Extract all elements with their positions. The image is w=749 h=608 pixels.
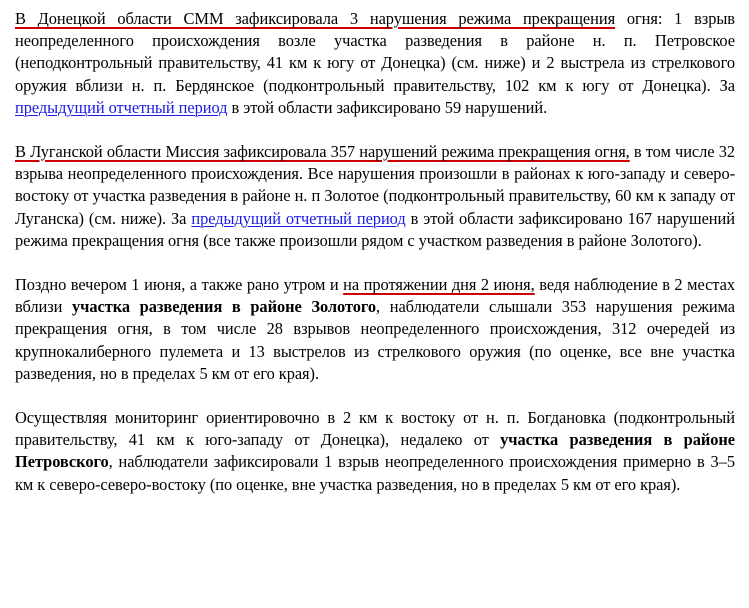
paragraph-luhansk — [15, 141, 735, 252]
luhansk-text: в том числе 32 взрыва неопределенного происхождения. Все нарушения произошли в районах к юго-западу и северо-востоку от участка разведения в районе н. п Золотое (подконтрольный правительству, 60 км к западу от Луганска) (см. ниже). За — [15, 142, 735, 228]
donetsk-text-end: в этой области зафиксировано 59 нарушений. — [227, 97, 548, 117]
paragraph-donetsk — [15, 8, 735, 119]
donetsk-text: огня: 1 взрыв неопределенного происхождения возле участка разведения в районе н. п. Петровское (неподконтрольный правительству, 41 км к югу от Донецка) (см. ниже) и 2 выстрела из стрелкового оружия вблизи н. п. Бердянское (подконтрольный правительству, 102 км к югу от Донецка). За — [15, 9, 735, 95]
previous-period-link-donetsk[interactable]: предыдущий отчетный период — [15, 97, 228, 117]
zolote-bold-area: участка разведения в районе Золотого — [72, 297, 377, 317]
petrovske-bold-area: участка разведения в районе Петровского — [15, 430, 735, 472]
paragraph-zolote — [15, 274, 735, 385]
petrovske-text-end: , наблюдатели зафиксировали 1 взрыв неопределенного происхождения примерно в 3–5 км к северо-северо-востоку (по оценке, вне участка разведения, но в пределах 5 км от его края). — [15, 452, 735, 494]
luhansk-text-end: в этой области зафиксировано 167 нарушений режима прекращения огня (все также произошли рядом с участком разведения в районе Золотого). — [15, 208, 735, 250]
zolote-text: ведя наблюдение в 2 местах вблизи — [15, 275, 735, 317]
previous-period-link-luhansk[interactable]: предыдущий отчетный период — [191, 208, 406, 228]
luhansk-headline: В Луганской области Миссия зафиксировала 357 нарушений режима прекращения огня, — [15, 142, 630, 162]
donetsk-headline: В Донецкой области СММ зафиксировала 3 нарушения режима прекращения — [15, 9, 616, 28]
zolote-text-start: Поздно вечером 1 июня, а также рано утром и — [15, 275, 344, 295]
paragraph-petrovske — [15, 407, 735, 496]
zolote-date-highlight: на протяжении дня 2 июня, — [343, 275, 535, 295]
petrovske-text-start: Осуществляя мониторинг ориентировочно в 2 км к востоку от н. п. Богдановка (подконтрольный правительству, 41 км к юго-западу от Донецка), недалеко от — [15, 408, 735, 450]
zolote-text-end: , наблюдатели слышали 353 нарушения режима прекращения огня, в том числе 28 взрывов неопределенного происхождения, 312 очередей из крупнокалиберного пулемета и 13 выстрелов из стрелкового оружия (по оценке, все вне участка разведения, но в пределах 5 км от его края). — [15, 297, 735, 383]
